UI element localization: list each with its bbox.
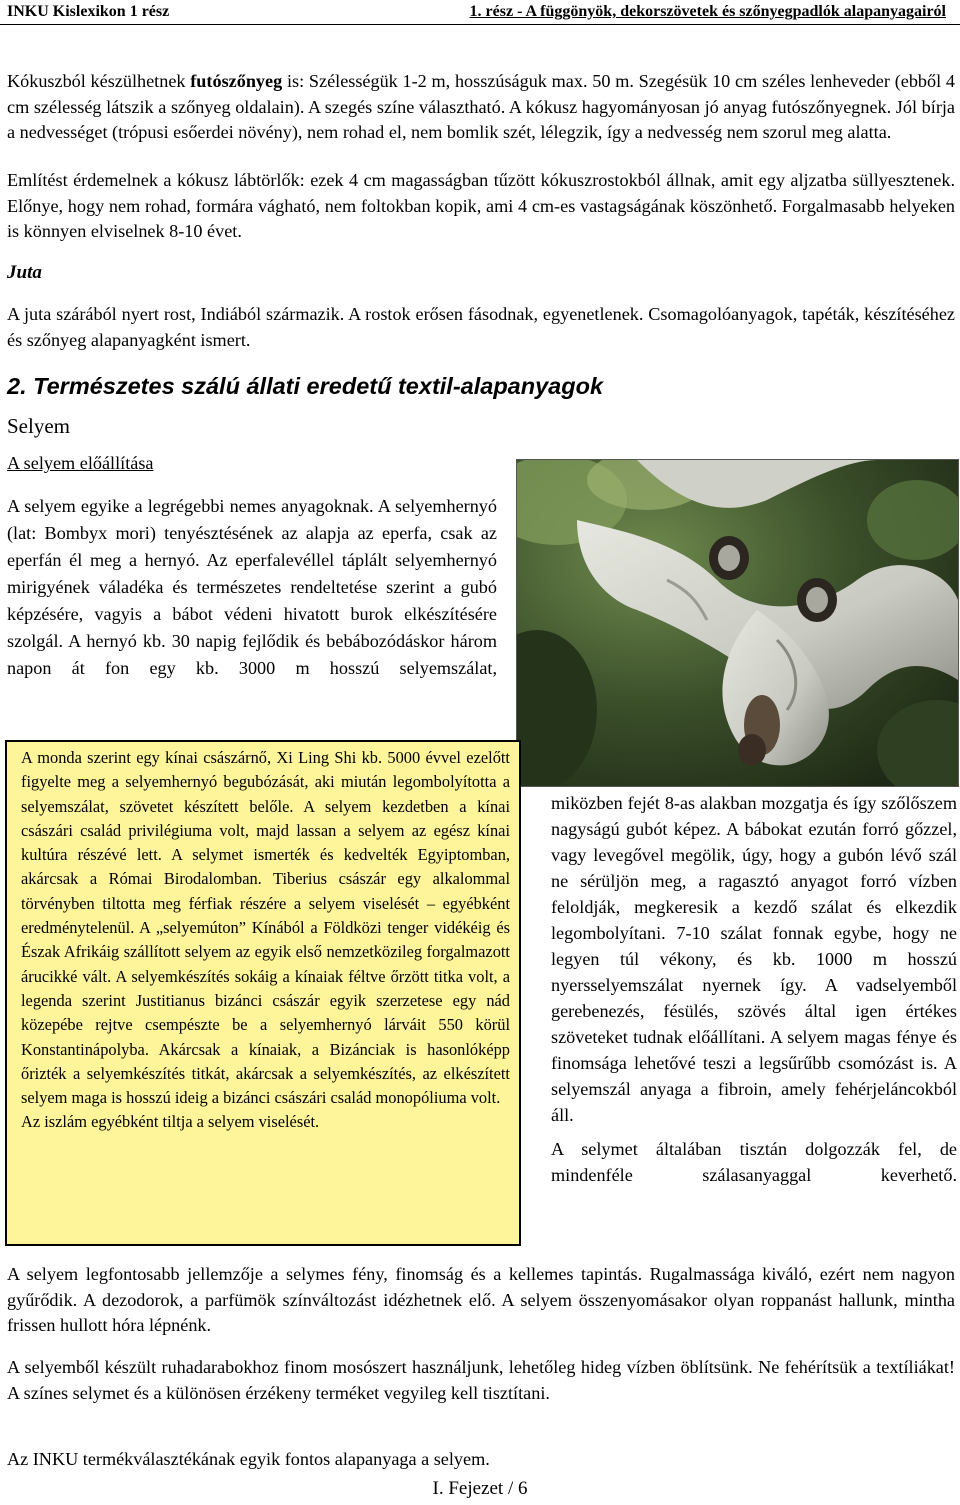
selyem-care-text: A selyemből készült ruhadarabokhoz finom mosószert használjunk, lehetőleg hideg vízben öblítsünk. Ne fehérítsük a textíliákat! A színes selymet és a különösen érzékeny terméket vegyileg kell tisztítani. <box>7 1357 955 1403</box>
selyem-right-text: miközben fejét 8-as alakban mozgatja és így szőlőszem nagyságú gubót képez. A bábokat ezután forró gőzzel, vagy levegővel megölik, úgy, hogy a gubón lévő szál ne sérüljön meg, a ragasztó anyagot forró vízben feloldják, megkeresik a kezdő szálat és elkezdik legombolyítani. 7-10 szálat fonnak egybe, hogy ne legyen túl vékony, és kb. 1000 m hosszú nyersselyemszálat nyernek így. A vadselyemből gerebenezés, fésülés, szövés által igen értékes szöveteket tudnak előállítani. A selyem magas fénye és finomsága lehetővé teszi a legsűrűbb csomózást is. A selyemszál anyaga a fibroin, amely fehérjeláncokból áll. <box>551 793 957 1125</box>
silkworm-photo <box>516 459 959 787</box>
selyem-care-paragraph <box>7 1355 955 1406</box>
juta-paragraph <box>7 302 955 353</box>
header-title: INKU Kislexikon 1 rész <box>7 3 170 20</box>
kokusz-labtorlo-text: Említést érdemelnek a kókusz lábtörlők: ezek 4 cm magasságban tűzött kókuszrostokból állnak, amit egy aljzatba süllyesztenek. Előnye, hogy nem rohad, formára vágható, nem foltokban kopik, ami 4 cm-es vastagságának köszönhető. Forgalmasabb helyeken is könnyen elviselnek 8-10 évet. <box>7 170 955 241</box>
selyem-heading: Selyem <box>7 414 70 438</box>
selyem-right-column <box>551 790 957 1188</box>
selyem-properties-text: A selyem legfontosabb jellemzője a selymes fény, finomság és a kellemes tapintás. Rugalmassága kiváló, ezért nem nagyon gyűrődik. A dezodorok, a parfümök színváltozást idézhetnek elő. A selyem összenyomásakor olyan roppanást hallunk, mintha frissen hullott hóra lépnénk. <box>7 1264 955 1335</box>
selyem-properties-paragraph <box>7 1262 955 1339</box>
legend-last-line: Az iszlám egyébként tiltja a selyem viselését. <box>21 1112 320 1132</box>
legend-text: A monda szerint egy kínai császárnő, Xi Ling Shi kb. 5000 évvel ezelőtt figyelte meg a selyemhernyó begubózását, aki miután legombolyította a selyemszálat, szövetet készített belőle. A selyem kezdetben a kínai császári család privilégiuma volt, majd lassan a selyem az egész kínai kultúra részévé lett. A selymet ismerték és kedvelték Egyiptomban, akárcsak a Római Birodalomban. Tiberius császár egy alkalommal törvényben tiltotta meg férfiak részére a selyem viselését – egyébként eredménytelenül. A „selyemúton” Kínából a Földközi tenger vidékéig és Észak Afrikáig szállított selyem az egyik első nemzetközileg forgalmazott árucikké vált. A selyemkészítés sokáig a kínaiak féltve őrzött titka volt, a legenda szerint Justitianus bizánci császár egyik szerzetese egy nád közepébe rejtve csempészte be a selyemhernyó lárváit 550 körül Konstantinápolyba. Akárcsak a kínaiak, a Bizánciak is hasonlóképp őrizték a selyemkészítés titkát, akárcsak a selyemkészítés, az elkészített selyem maga is hosszú ideig a bizánci császári család monopóliuma volt. <box>21 748 510 1108</box>
section-2-heading: 2. Természetes szálú állati eredetű textil-alapanyagok <box>7 373 604 399</box>
page-header <box>0 0 960 25</box>
kokusz-paragraph-2 <box>7 168 955 245</box>
legend-sidebar-box <box>5 740 521 1246</box>
kokusz-text-post: is: Szélességük 1-2 m, hosszúságuk max. 50 m. Szegésük 10 cm széles lenheveder (ebből 4 cm szélesség látszik a szőnyeg oldalain). A szegés színe választható. A kókusz hagyományosan jó anyag futószőnyegnek. Jól bírja a nedvességet (trópusi esőerdei növény), nem rohad el, nem bomlik szét, lélegzik, így a nedvesség nem szorul meg alatta. <box>7 71 955 142</box>
inku-paragraph <box>7 1447 955 1473</box>
selyem-eloallitasa-heading: A selyem előállítása <box>7 453 154 473</box>
header-chapter-link[interactable]: 1. rész - A függönyök, dekorszövetek és szőnyegpadlók alapanyagairól <box>469 3 946 20</box>
kokusz-text-pre: Kókuszból készülhetnek <box>7 71 191 91</box>
selyem-right-text-2: A selymet általában tisztán dolgozzák fel, de mindenféle szálasanyaggal keverhető. <box>551 1139 957 1185</box>
juta-text: A juta szárából nyert rost, Indiából származik. A rostok erősen fásodnak, egyenetlenek. Csomagolóanyagok, tapéták, készítéséhez és szőnyeg alapanyagként ismert. <box>7 304 955 350</box>
kokusz-paragraph-1 <box>7 69 955 146</box>
inku-text: Az INKU termékválasztékának egyik fontos alapanyaga a selyem. <box>7 1449 490 1469</box>
juta-heading: Juta <box>7 262 42 283</box>
selyem-left-column: A selyem egyike a legrégebbi nemes anyagoknak. A selyemhernyó (lat: Bombyx mori) tenyésztésének az alapja az eperfa, csak az eperfán él meg a hernyó. Az eperfalevéllel táplált selyemhernyó mirigyének váladéka és természetes rendeltetése szerint a gubó képzésére, vagyis a bábot védeni hivatott burok elkészítésére szolgál. A hernyó kb. 30 napig fejlődik és bebábozódáskor három napon át fon egy kb. 3000 m hosszú selyemszálat, <box>7 496 497 678</box>
futoszonyeg-term: futószőnyeg <box>190 71 283 91</box>
silkworm-image-icon <box>517 460 958 786</box>
page-footer: I. Fejezet / 6 <box>432 1478 528 1499</box>
